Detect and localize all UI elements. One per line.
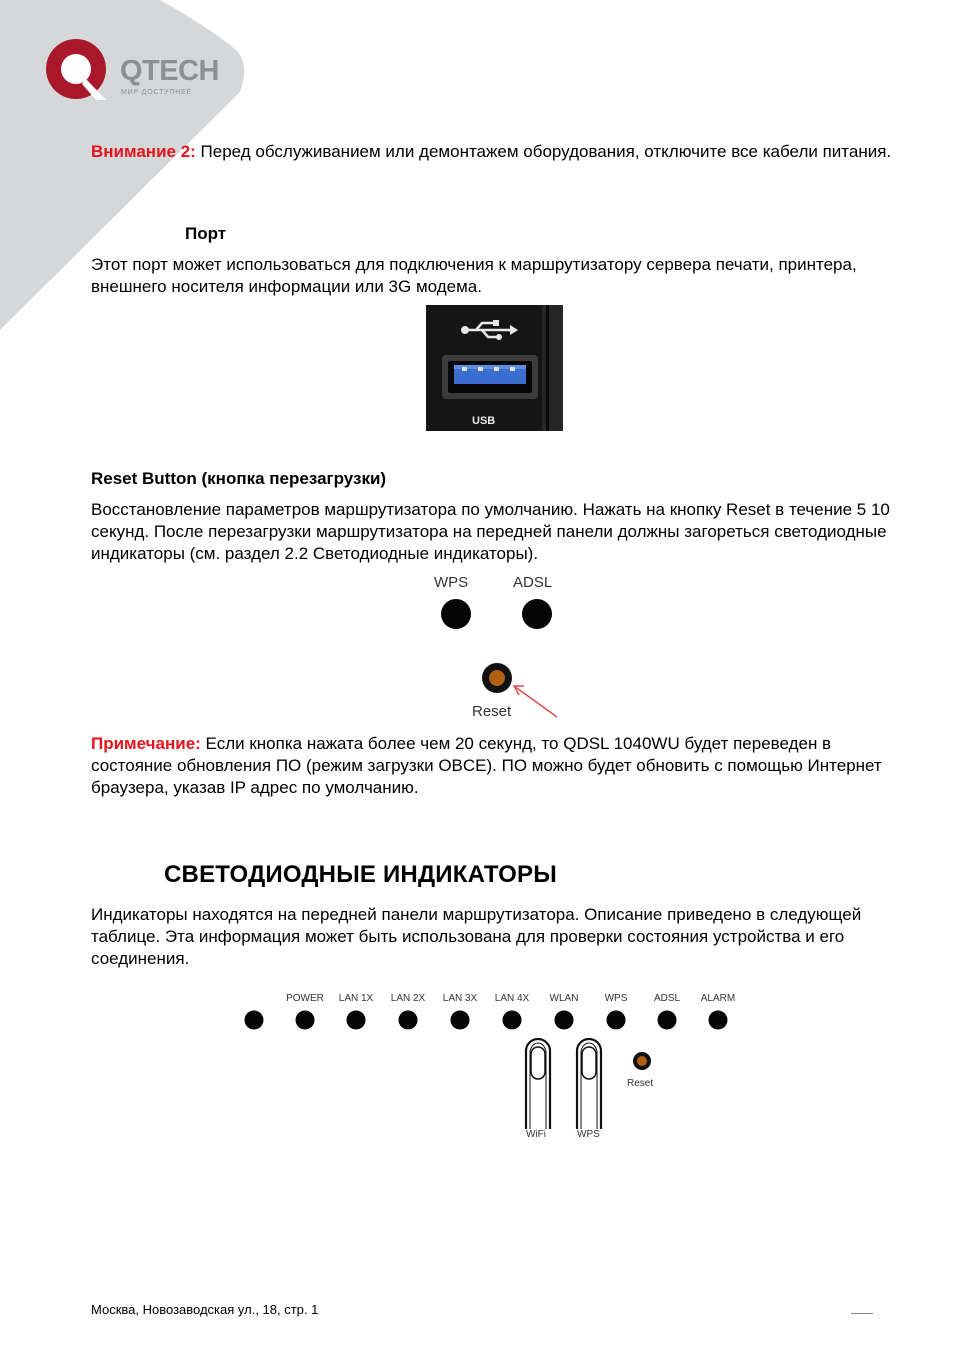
reset-button-figure xyxy=(420,570,580,722)
warning-paragraph xyxy=(91,141,903,163)
footer-address: Москва, Новозаводская ул., 18, стр. 1 xyxy=(91,1302,319,1317)
panel-reset-label: Reset xyxy=(627,1078,654,1089)
led-adsl-label: ADSL xyxy=(653,993,681,1004)
note-label: Примечание: xyxy=(91,734,201,753)
wifi-switch-label: WiFi xyxy=(526,1129,546,1140)
adsl-label: ADSL xyxy=(513,574,553,591)
warning-text: Перед обслуживанием или демонтажем оборудования, отключите все кабели питания. xyxy=(195,142,892,161)
led-unlabeled xyxy=(245,1011,264,1030)
front-panel-diagram xyxy=(230,985,740,1145)
led-wps xyxy=(605,993,628,1030)
wps-led xyxy=(441,599,471,629)
reset-label: Reset xyxy=(472,703,512,720)
led-power xyxy=(286,993,324,1030)
wifi-switch xyxy=(526,1039,550,1140)
pointer-arrow-icon xyxy=(514,686,557,717)
led-alarm xyxy=(701,993,735,1030)
led-lan3 xyxy=(443,993,478,1030)
qtech-logo xyxy=(40,34,240,104)
led-alarm-label: ALARM xyxy=(700,993,736,1004)
wps-switch xyxy=(577,1039,601,1140)
footer-divider xyxy=(851,1313,873,1314)
led-lan4-label: LAN 4X xyxy=(494,993,530,1004)
usb-label: USB xyxy=(472,415,496,427)
led-lan1-label: LAN 1X xyxy=(338,993,374,1004)
led-wlan xyxy=(550,993,579,1030)
led-adsl xyxy=(654,993,681,1030)
usb-port-photo xyxy=(426,305,563,431)
usb-port-heading: Порт xyxy=(185,224,227,243)
led-lan1 xyxy=(339,993,374,1030)
reset-heading: Reset Button (кнопка перезагрузки) xyxy=(91,469,387,488)
wps-label: WPS xyxy=(434,574,469,591)
wps-switch-label: WPS xyxy=(577,1129,600,1140)
led-power-label: POWER xyxy=(286,993,324,1004)
led-wps-label: WPS xyxy=(604,993,628,1004)
note-text: Если кнопка нажата более чем 20 секунд, то QDSL 1040WU будет переведен в состояние обновления ПО (режим загрузки OBCE). ПО можно будет обновить с помощью Интернет браузера, указав IP адрес по умолчанию. xyxy=(91,734,882,797)
usb-port-text: Этот порт может использоваться для подключения к маршрутизатору сервера печати, принтера, внешнего носителя информации или 3G модема. xyxy=(91,255,857,296)
led-lan2-label: LAN 2X xyxy=(390,993,426,1004)
logo-brand: QTECH xyxy=(120,55,219,87)
led-lan3-label: LAN 3X xyxy=(442,993,478,1004)
reset-text: Восстановление параметров маршрутизатора по умолчанию. Нажать на кнопку Reset в течение 5 10 секунд. После перезагрузки маршрутизатора на передней панели должны загореться светодиодные индикаторы (см. раздел 2.2 Светодиодные индикаторы). xyxy=(91,500,890,563)
note-paragraph xyxy=(91,733,903,799)
leds-text: Индикаторы находятся на передней панели маршрутизатора. Описание приведено в следующей таблице. Эта информация может быть использована для проверки состояния устройства и его соединения. xyxy=(91,905,862,968)
leds-heading: СВЕТОДИОДНЫЕ ИНДИКАТОРЫ xyxy=(164,861,557,888)
warning-label: Внимание 2: xyxy=(91,142,196,161)
led-lan4 xyxy=(495,993,530,1030)
led-wlan-label: WLAN xyxy=(549,993,579,1004)
led-lan2 xyxy=(391,993,426,1030)
panel-reset-button xyxy=(627,1052,653,1089)
logo-tagline: МИР ДОСТУПНЕЕ xyxy=(121,89,193,96)
adsl-led xyxy=(522,599,552,629)
